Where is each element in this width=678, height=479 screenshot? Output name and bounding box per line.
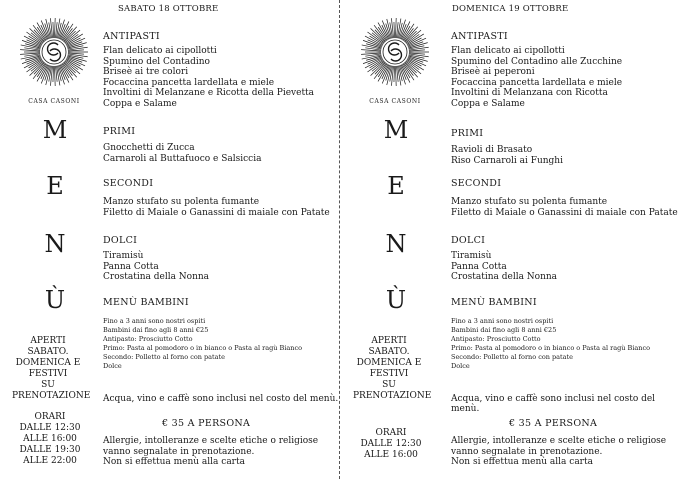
list-item: Involtini di Melanzana con Ricotta <box>451 88 608 99</box>
brand-name: CASA CASONI <box>369 98 421 105</box>
list-item: Manzo stufato su polenta fumante <box>451 197 608 207</box>
list-item: Spumino del Contadino alle Zucchine <box>451 56 623 67</box>
secondi-title: SECONDI <box>451 178 502 189</box>
menu-letter-e: E <box>46 172 64 200</box>
opening-line: DOMENICA E <box>15 358 81 368</box>
menu-letter-n: N <box>44 230 66 258</box>
note-line: Allergie, intolleranze e scelte etiche o religiose <box>451 436 667 446</box>
note-line: vanno segnalate in prenotazione. <box>451 446 603 457</box>
note-line: Non si effettua menù alla carta <box>451 457 593 468</box>
bambini-title: MENÙ BAMBINI <box>103 297 189 308</box>
list-item: Primo: Pasta al pomodoro o in bianco o Pasta al ragù Bianco <box>103 344 303 352</box>
bambini-list <box>103 317 302 371</box>
opening-line: PRENOTAZIONE <box>12 391 91 401</box>
dolci-list <box>103 251 209 283</box>
list-item: Manzo stufato su polenta fumante <box>103 197 260 207</box>
antipasti-list <box>103 46 314 110</box>
opening-line: FESTIVI <box>28 369 68 379</box>
price-per-person: € 35 A PERSONA <box>509 418 598 429</box>
list-item: Secondo: Polletto al forno con patate <box>451 353 574 361</box>
list-item: Briseè ai peperoni <box>451 67 535 78</box>
dolci-list <box>451 251 557 283</box>
list-item: Secondo: Polletto al forno con patate <box>103 353 226 361</box>
menu-letter-u: Ù <box>44 286 66 314</box>
opening-hours <box>14 412 86 467</box>
antipasti-title: ANTIPASTI <box>451 31 508 42</box>
included-note: Acqua, vino e caffè sono inclusi nel costo del menù. <box>451 394 656 414</box>
opening-line: PRENOTAZIONE <box>353 391 432 401</box>
opening-line: DOMENICA E <box>356 358 422 368</box>
menu-date: DOMENICA 19 OTTOBRE <box>452 4 569 14</box>
included-note: Acqua, vino e caffè sono inclusi nel costo del menù. <box>103 394 339 404</box>
list-item: Panna Cotta <box>451 261 507 272</box>
hours-line: ALLE 16:00 <box>364 450 418 460</box>
hours-line: ALLE 22:00 <box>23 456 77 466</box>
menu-letter-u: Ù <box>385 286 407 314</box>
list-item: Crostatina della Nonna <box>103 272 210 283</box>
antipasti-title: ANTIPASTI <box>103 31 160 42</box>
list-item: Primo: Pasta al pomodoro o in bianco o Pasta al ragù Bianco <box>451 344 651 352</box>
primi-list <box>451 145 563 166</box>
menu-letter-n: N <box>385 230 407 258</box>
opening-days <box>12 336 91 402</box>
primi-title: PRIMI <box>103 126 136 137</box>
menu-letter-m: M <box>383 116 409 144</box>
list-item: Spumino del Contadino <box>103 56 210 67</box>
hours-line: DALLE 12:30 <box>360 439 422 449</box>
list-item: Dolce <box>103 362 122 370</box>
list-item: Gnocchetti di Zucca <box>103 143 195 153</box>
list-item: Fino a 3 anni sono nostri ospiti <box>103 317 206 325</box>
list-item: Antipasto: Prosciutto Cotto <box>103 335 193 343</box>
casa-casoni-logo <box>18 14 90 110</box>
list-item: Carnaroli al Buttafuoco e Salsiccia <box>103 153 262 164</box>
price-per-person: € 35 A PERSONA <box>162 418 251 429</box>
list-item: Tiramisù <box>103 251 144 261</box>
list-item: Bambini dai fino agli 8 anni €25 <box>451 326 557 334</box>
dolci-title: DOLCI <box>103 235 138 246</box>
note-line: Allergie, intolleranze e scelte etiche o religiose <box>103 436 319 446</box>
opening-line: APERTI <box>371 336 407 346</box>
list-item: Focaccina pancetta lardellata e miele <box>451 77 623 88</box>
list-item: Coppa e Salame <box>451 98 525 109</box>
hours-line: ALLE 16:00 <box>23 434 77 444</box>
list-item: Flan delicato ai cipollotti <box>103 46 217 56</box>
menu-letter-m: M <box>42 116 68 144</box>
sunburst-logo-icon <box>359 14 431 94</box>
list-item: Fino a 3 anni sono nostri ospiti <box>451 317 554 325</box>
list-item: Tiramisù <box>451 251 492 261</box>
secondi-list <box>103 197 330 218</box>
list-item: Dolce <box>451 362 470 370</box>
dolci-title: DOLCI <box>451 235 486 246</box>
hours-line: DALLE 19:30 <box>19 445 81 455</box>
allergy-notes <box>103 436 318 468</box>
list-item: Coppa e Salame <box>103 98 177 109</box>
primi-title: PRIMI <box>451 128 484 139</box>
list-item: Filetto di Maiale o Ganassini di maiale con Patate <box>103 207 330 218</box>
bambini-title: MENÙ BAMBINI <box>451 297 537 308</box>
brand-name: CASA CASONI <box>28 98 80 105</box>
menu-date: SABATO 18 OTTOBRE <box>118 4 219 14</box>
opening-line: SABATO. <box>27 347 69 357</box>
casa-casoni-logo <box>359 14 431 110</box>
opening-line: SU <box>382 380 396 390</box>
hours-line: ORARI <box>375 428 407 438</box>
list-item: Riso Carnaroli ai Funghi <box>451 155 563 166</box>
note-line: vanno segnalate in prenotazione. <box>103 446 255 457</box>
menu-letter-e: E <box>387 172 405 200</box>
secondi-list <box>451 197 678 218</box>
opening-line: FESTIVI <box>369 369 409 379</box>
opening-line: SABATO. <box>368 347 410 357</box>
list-item: Ravioli di Brasato <box>451 145 533 155</box>
sunburst-logo-icon <box>18 14 90 94</box>
list-item: Antipasto: Prosciutto Cotto <box>451 335 541 343</box>
list-item: Filetto di Maiale o Ganassini di maiale con Patate <box>451 207 678 218</box>
list-item: Bambini dai fino agli 8 anni €25 <box>103 326 209 334</box>
allergy-notes <box>451 436 666 468</box>
hours-line: ORARI <box>34 412 66 422</box>
opening-line: SU <box>41 380 55 390</box>
opening-hours <box>355 428 427 461</box>
bambini-list <box>451 317 650 371</box>
opening-days <box>353 336 432 402</box>
list-item: Flan delicato ai cipollotti <box>451 46 565 56</box>
primi-list <box>103 143 261 164</box>
note-line: Non si effettua menù alla carta <box>103 457 245 468</box>
list-item: Involtini di Melanzane e Ricotta della Pievetta <box>103 88 315 99</box>
list-item: Briseè ai tre colori <box>103 67 189 78</box>
menu-panel-sunday <box>339 0 678 479</box>
list-item: Crostatina della Nonna <box>451 272 558 283</box>
hours-line: DALLE 12:30 <box>19 423 81 433</box>
antipasti-list <box>451 46 622 110</box>
list-item: Focaccina pancetta lardellata e miele <box>103 77 275 88</box>
opening-line: APERTI <box>30 336 66 346</box>
list-item: Panna Cotta <box>103 261 159 272</box>
secondi-title: SECONDI <box>103 178 154 189</box>
